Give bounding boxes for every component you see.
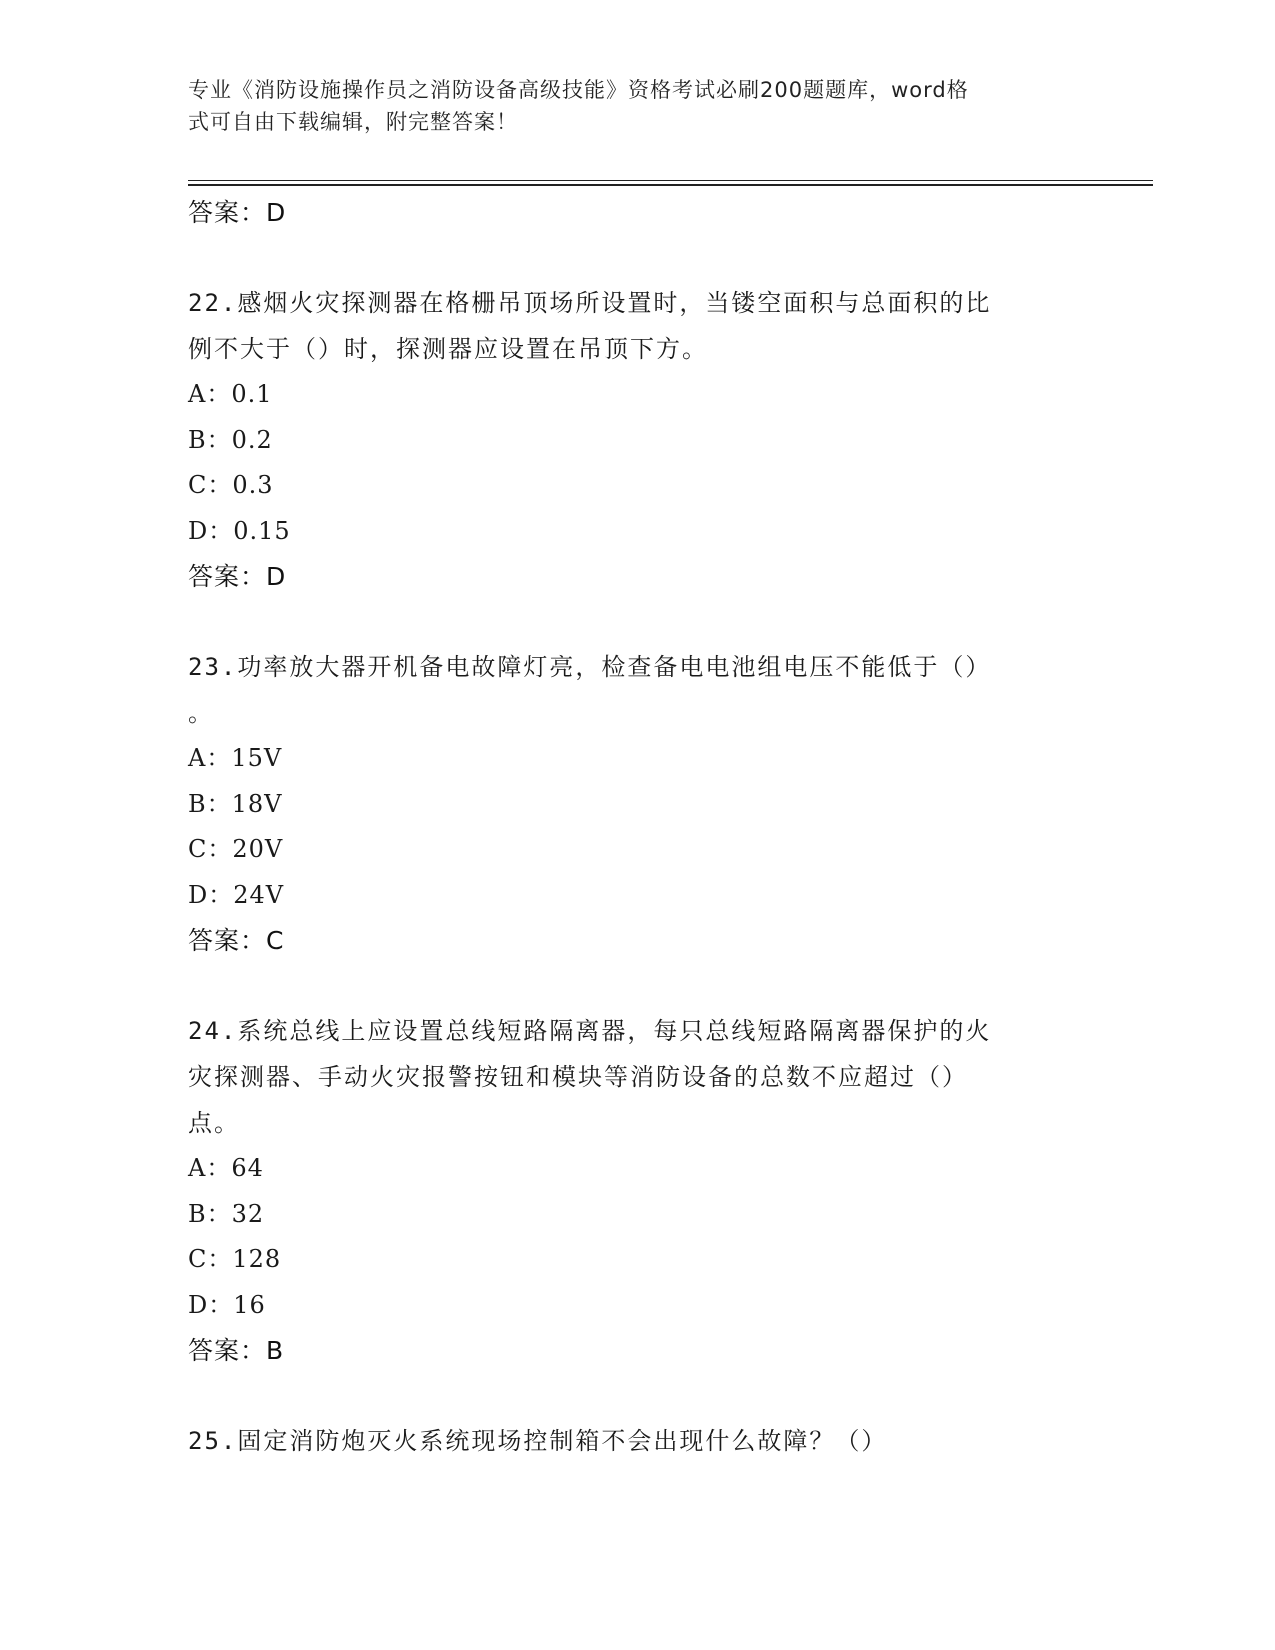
document-header (188, 74, 1088, 138)
option-b: B：32 (188, 1199, 265, 1228)
option-a: A：64 (188, 1154, 264, 1182)
option-c: C：0.3 (188, 471, 274, 499)
option-a: A：0.1 (188, 380, 273, 408)
spacer (188, 600, 1088, 644)
option-c: C：128 (188, 1245, 282, 1273)
question-line: 22.感烟火灾探测器在格栅吊顶场所设置时，当镂空面积与总面积的比 (188, 289, 992, 317)
option-c: C：20V (188, 835, 284, 863)
question-line: 24.系统总线上应设置总线短路隔离器，每只总线短路隔离器保护的火 (188, 1017, 992, 1045)
header-divider-thick (188, 184, 1153, 186)
question-line: 23.功率放大器开机备电故障灯亮，检查备电电池组电压不能低于（） (188, 653, 992, 681)
question-block (188, 280, 1088, 600)
answer-line: 答案：C (188, 926, 285, 955)
spacer (188, 1374, 1088, 1418)
spacer (188, 236, 1088, 280)
question-line: 例不大于（）时，探测器应设置在吊顶下方。 (188, 335, 708, 363)
option-b: B：0.2 (188, 425, 273, 454)
header-divider-thin (188, 180, 1153, 181)
option-d: D：16 (188, 1290, 266, 1319)
option-d: D：24V (188, 880, 285, 909)
answer-line: 答案：B (188, 1336, 285, 1365)
question-line: 点。 (188, 1109, 240, 1137)
option-b: B：18V (188, 789, 283, 818)
question-line: 灾探测器、手动火灾报警按钮和模块等消防设备的总数不应超过（） (188, 1063, 968, 1091)
header-line-2: 式可自由下载编辑，附完整答案！ (188, 110, 518, 134)
answer-line: 答案：D (188, 562, 287, 591)
question-block (188, 1418, 1088, 1464)
spacer (188, 964, 1088, 1008)
question-block (188, 1008, 1088, 1374)
option-a: A：15V (188, 744, 283, 772)
question-list (188, 190, 1088, 1464)
previous-answer: 答案：D (188, 198, 287, 227)
question-block (188, 644, 1088, 964)
question-line: 25.固定消防炮灭火系统现场控制箱不会出现什么故障？（） (188, 1427, 888, 1455)
question-line: 。 (188, 699, 214, 727)
header-line-1: 专业《消防设施操作员之消防设备高级技能》资格考试必刷200题题库，word格 (188, 78, 969, 102)
option-d: D：0.15 (188, 516, 291, 545)
